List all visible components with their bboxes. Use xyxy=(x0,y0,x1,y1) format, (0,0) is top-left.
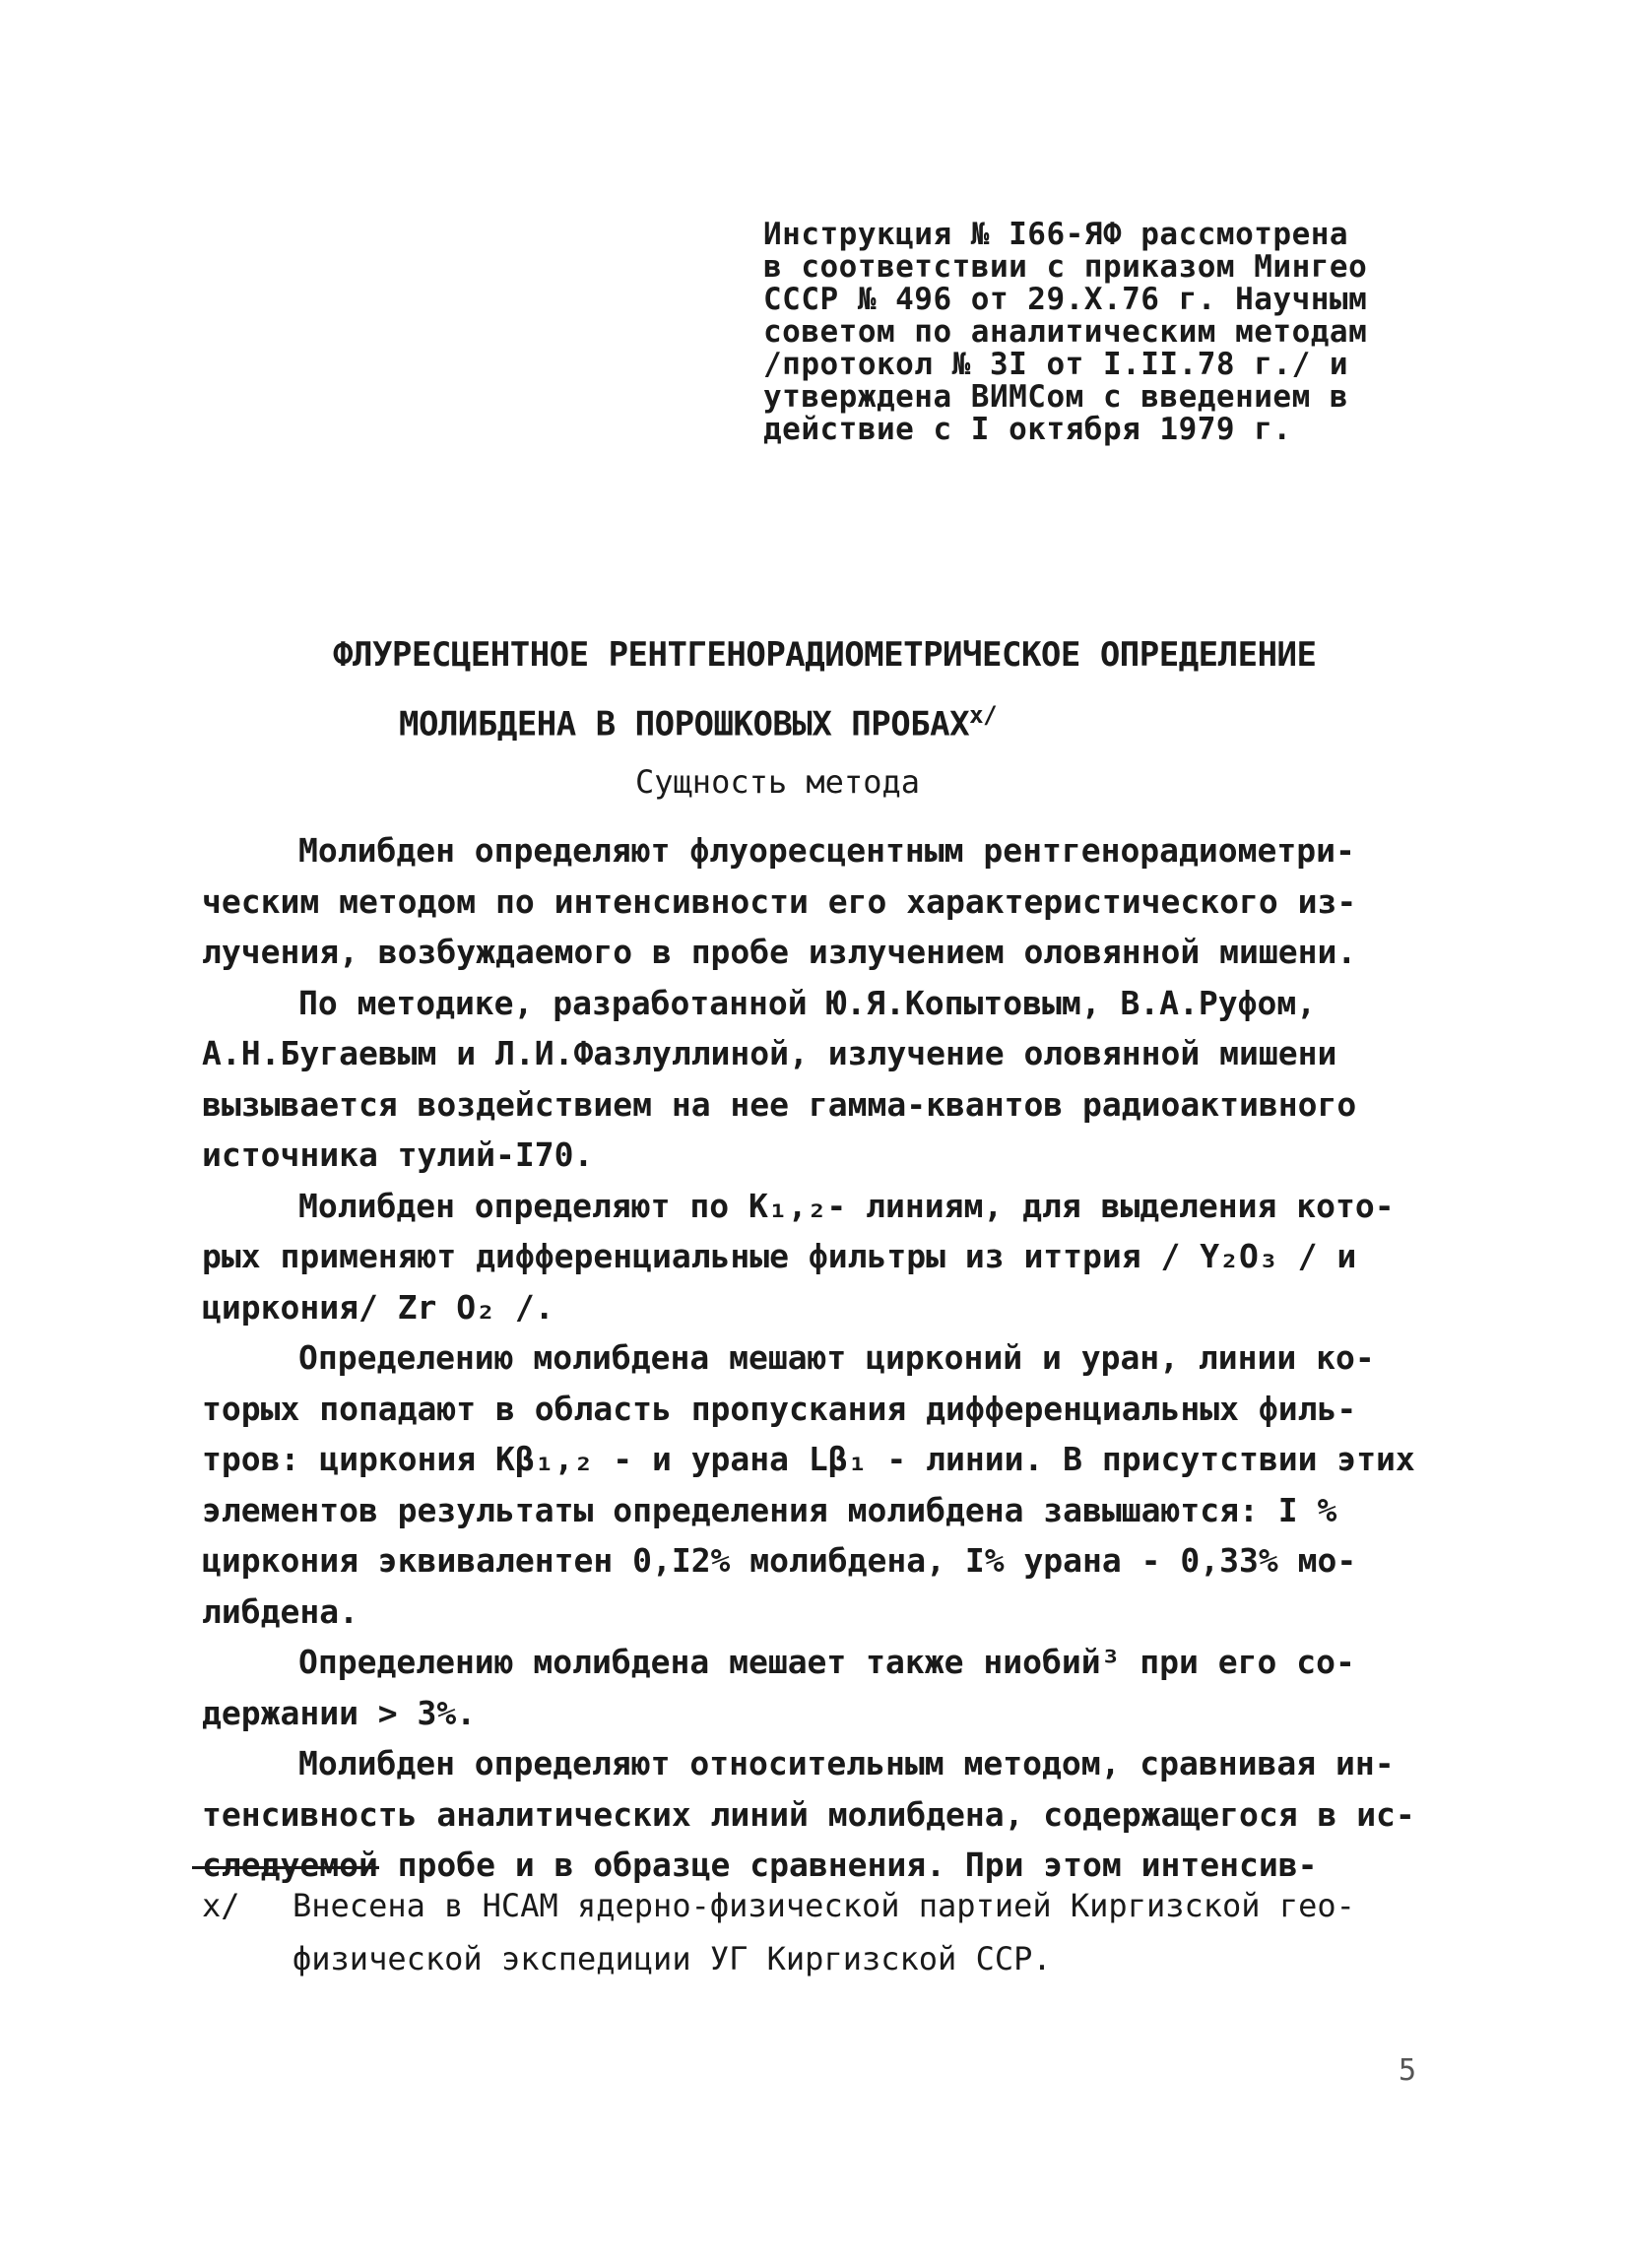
paragraph-line: циркония эквивалентен 0,I2% молибдена, I% урана - 0,33% мо- xyxy=(202,1541,1357,1580)
paragraph-line: источника тулий-I70. xyxy=(202,1135,594,1174)
approval-line: в соответствии с приказом Мингео xyxy=(763,249,1368,285)
approval-line: советом по аналитическим методам xyxy=(763,314,1368,350)
paragraph-line: Молибден определяют по K₁,₂- линиям, для выделения кото- xyxy=(298,1186,1395,1225)
paragraph-line: рых применяют дифференциальные фильтры из иттрия / Y₂O₃ / и xyxy=(202,1237,1357,1275)
body-text xyxy=(202,825,1443,1891)
paragraph-line: либдена. xyxy=(202,1591,358,1631)
paragraph-line: По методике, разработанной Ю.Я.Копытовым, В.А.Руфом, xyxy=(298,983,1317,1022)
paragraph-line: вызывается воздействием на нее гамма-квантов радиоактивного xyxy=(202,1084,1357,1124)
paragraph-line: лучения, возбуждаемого в пробе излучением оловянной мишени. xyxy=(202,933,1357,971)
paragraph-line: Определению молибдена мешают цирконий и уран, линии ко- xyxy=(298,1338,1375,1377)
document-title-line1: ФЛУРЕСЦЕНТНОЕ РЕНТГЕНОРАДИОМЕТРИЧЕСКОЕ ОПРЕДЕЛЕНИЕ xyxy=(333,635,1317,675)
approval-line: /протокол № 3I от I.II.78 г./ и xyxy=(763,347,1349,382)
paragraph-line: циркония/ Zr O₂ /. xyxy=(202,1287,554,1327)
page-number: 5 xyxy=(1399,2053,1417,2088)
paragraph-line: элементов результаты определения молибдена завышаются: I % xyxy=(202,1490,1337,1529)
approval-line: СССР № 496 от 29.X.76 г. Научным xyxy=(763,282,1368,317)
approval-line: Инструкция № I66-ЯФ рассмотрена xyxy=(763,217,1349,252)
document-title-line2 xyxy=(399,701,997,744)
footnote-divider xyxy=(192,1866,379,1869)
approval-note xyxy=(763,219,1433,446)
footnote-text: Внесена в НСАМ ядерно-физической партией Киргизской гео- xyxy=(293,1887,1355,1924)
title-footnote-ref: x/ xyxy=(969,701,998,729)
paragraph-line: Определению молибдена мешает также ниобий³ при его со- xyxy=(298,1643,1355,1681)
paragraph-line: держании > 3%. xyxy=(202,1693,477,1732)
footnote-line xyxy=(202,1879,1482,1932)
paragraph-line: Молибден определяют флуоресцентным рентгенорадиометри- xyxy=(298,831,1355,870)
approval-line: утверждена ВИМСом с введением в xyxy=(763,379,1349,415)
paragraph-line: Молибден определяют относительным методом, сравнивая ин- xyxy=(298,1744,1395,1782)
approval-line: действие с I октября 1979 г. xyxy=(763,412,1292,447)
footnote xyxy=(202,1879,1482,1985)
footnote-line: физической экспедиции УГ Киргизской ССР. xyxy=(293,1940,1052,1977)
footnote-mark: x/ xyxy=(202,1887,240,1924)
section-heading: Сущность метода xyxy=(635,763,920,801)
paragraph-line: торых попадают в область пропускания дифференциальных филь- xyxy=(202,1389,1357,1428)
paragraph-line: тров: циркония Kβ₁,₂ - и урана Lβ₁ - линии. В присутствии этих xyxy=(202,1440,1415,1478)
paragraph-line: следуемой пробе и в образце сравнения. При этом интенсив- xyxy=(202,1846,1318,1884)
paragraph-line: тенсивность аналитических линий молибдена, содержащегося в ис- xyxy=(202,1794,1415,1834)
paragraph-line: А.Н.Бугаевым и Л.И.Фазлуллиной, излучение оловянной мишени xyxy=(202,1034,1337,1072)
paragraph-line: ческим методом по интенсивности его характеристического из- xyxy=(202,881,1357,921)
document-title-text: МОЛИБДЕНА В ПОРОШКОВЫХ ПРОБАХ xyxy=(399,704,970,745)
